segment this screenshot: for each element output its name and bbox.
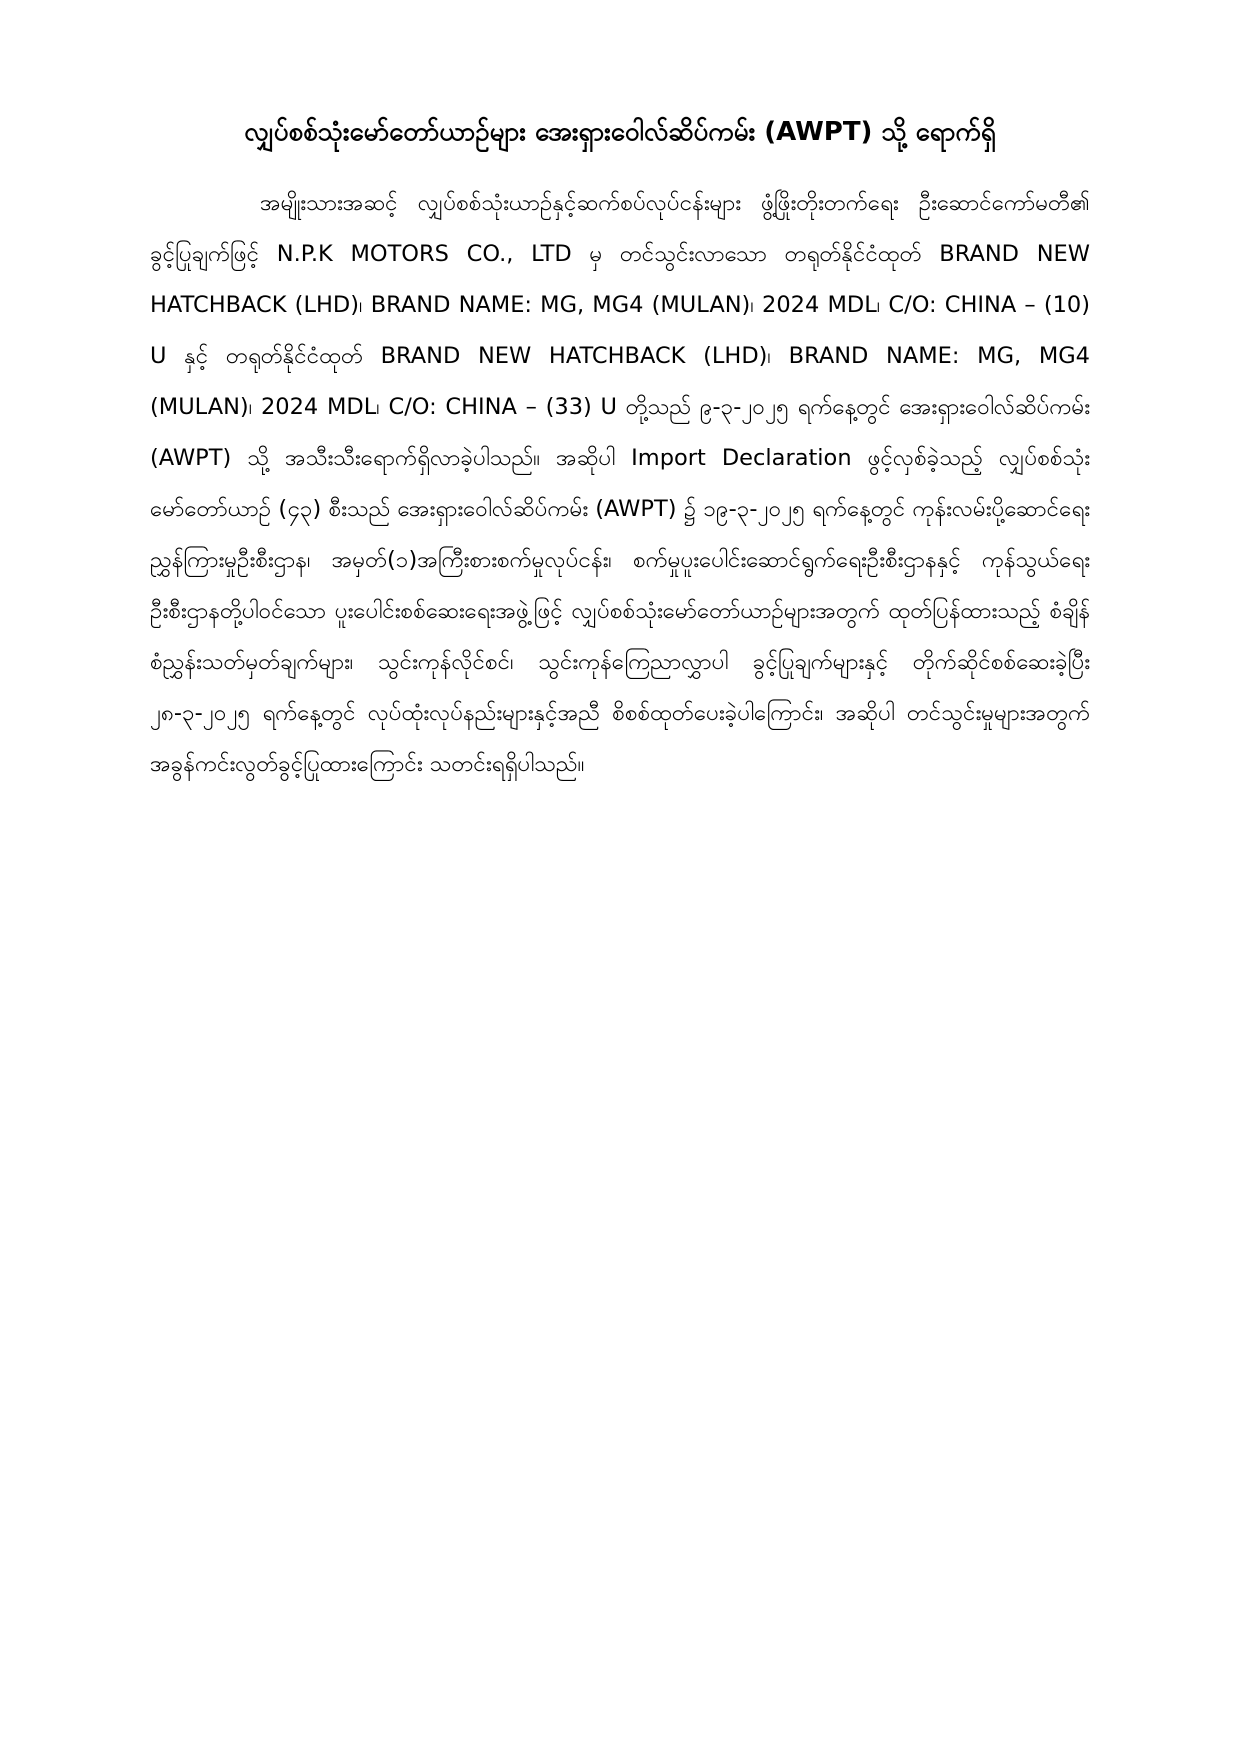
document-body-paragraph: အမျိုးသားအဆင့် လျှပ်စစ်သုံးယာဉ်နှင့်ဆက်စပ်လုပ်ငန်းများ ဖွံ့ဖြိုးတိုးတက်ရေး ဦးဆောင်ကော်မတီ၏ ခွင့်ပြုချက်ဖြင့် N.P.K MOTORS CO., LTD မှ တင်သွင်းလာသော တရုတ်နိုင်ငံထုတ် BRAND NEW HATCHBACK (LHD)၊ BRAND NAME: MG, MG4 (MULAN)၊ 2024 MDL၊ C/O: CHINA – (10) U နှင့် တရုတ်နိုင်ငံထုတ် BRAND NEW HATCHBACK (LHD)၊ BRAND NAME: MG, MG4 (MULAN)၊ 2024 MDL၊ C/O: CHINA – (33) U တို့သည် ၉-၃-၂၀၂၅ ရက်နေ့တွင် အေးရှားဝေါလ်ဆိပ်ကမ်း (AWPT) သို့ အသီးသီးရောက်ရှိလာခဲ့ပါသည်။ အဆိုပါ Import Declaration ဖွင့်လှစ်ခဲ့သည့် လျှပ်စစ်သုံးမော်တော်ယာဉ် (၄၃) စီးသည် အေးရှားဝေါလ်ဆိပ်ကမ်း (AWPT) ၌ ၁၉-၃-၂၀၂၅ ရက်နေ့တွင် ကုန်းလမ်းပို့ဆောင်ရေးညွှန်ကြားမှုဦးစီးဌာန၊ အမှတ်(၁)အကြီးစားစက်မှုလုပ်ငန်း၊ စက်မှုပူးပေါင်းဆောင်ရွက်ရေးဦးစီးဌာနနှင့် ကုန်သွယ်ရေးဦးစီးဌာနတို့ပါဝင်သော ပူးပေါင်းစစ်ဆေးရေးအဖွဲ့ဖြင့် လျှပ်စစ်သုံးမော်တော်ယာဉ်များအတွက် ထုတ်ပြန်ထားသည့် စံချိန်စံညွှန်းသတ်မှတ်ချက်များ၊ သွင်းကုန်လိုင်စင်၊ သွင်းကုန်ကြေညာလွှာပါ ခွင့်ပြုချက်များနှင့် တိုက်ဆိုင်စစ်ဆေးခဲ့ပြီး ၂၈-၃-၂၀၂၅ ရက်နေ့တွင် လုပ်ထုံးလုပ်နည်းများနှင့်အညီ စိစစ်ထုတ်ပေးခဲ့ပါကြောင်း၊ အဆိုပါ တင်သွင်းမှုများအတွက် အခွန်ကင်းလွတ်ခွင့်ပြုထားကြောင်း သတင်းရရှိပါသည်။ xyxy=(150,190,1090,777)
document-title: လျှပ်စစ်သုံးမော်တော်ယာဉ်များ အေးရှားဝေါလ်ဆိပ်ကမ်း (AWPT) သို့ ရောက်ရှိ xyxy=(244,117,996,147)
